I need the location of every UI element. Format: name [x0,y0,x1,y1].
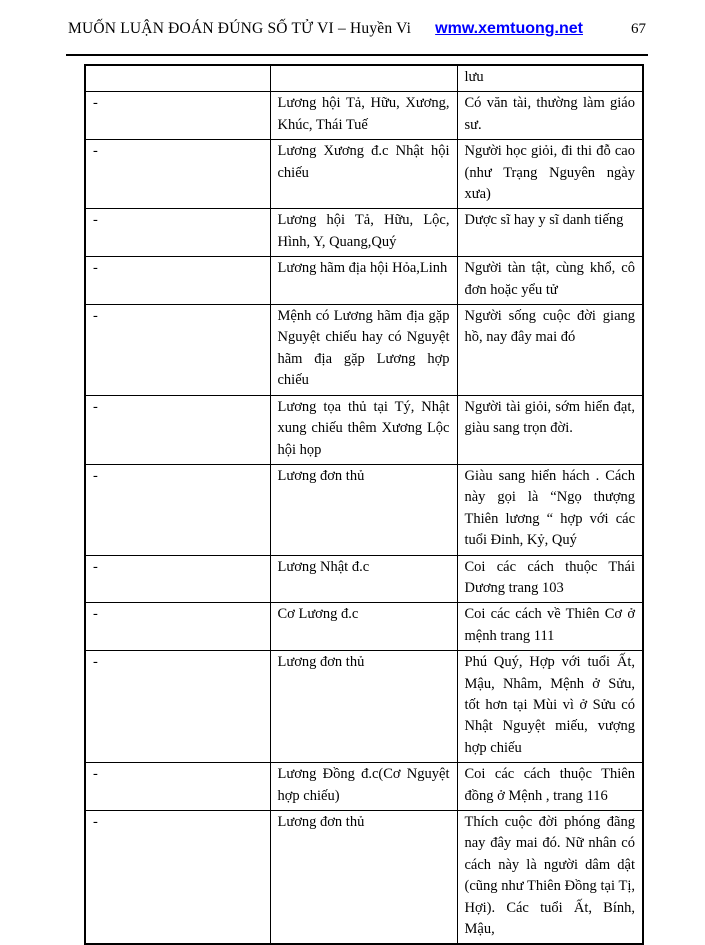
combination-cell [270,65,457,92]
combination-cell: Lương Nhật đ.c [270,555,457,603]
marker-cell: - [85,811,270,945]
meaning-cell: Coi các cách thuộc Thái Dương trang 103 [457,555,643,603]
combination-cell: Lương đơn thủ [270,464,457,555]
combination-cell: Lương đơn thủ [270,651,457,763]
table-row [85,140,643,209]
page-title: MUỐN LUẬN ĐOÁN ĐÚNG SỐ TỬ VI – Huyền Vi [68,20,412,37]
combination-cell: Lương Đồng đ.c(Cơ Nguyệt hợp chiếu) [270,763,457,811]
page-header [66,18,648,38]
marker-cell: - [85,603,270,651]
combination-cell: Lương tọa thủ tại Tý, Nhật xung chiếu thêm Xương Lộc hội họp [270,395,457,464]
table-row [85,464,643,555]
meaning-cell: lưu [457,65,643,92]
table-row [85,305,643,396]
meaning-cell: Người tài giỏi, sớm hiển đạt, giàu sang trọn đời. [457,395,643,464]
combination-cell: Lương đơn thủ [270,811,457,945]
table-row [85,811,643,945]
marker-cell: - [85,555,270,603]
combination-cell: Lương hội Tả, Hữu, Xương, Khúc, Thái Tuế [270,92,457,140]
table-row [85,257,643,305]
table-row [85,763,643,811]
marker-cell: - [85,305,270,396]
meaning-cell: Phú Quý, Hợp với tuổi Ất, Mậu, Nhâm, Mệnh ở Sửu, tốt hơn tại Mùi vì ở Sửu có Nhật Nguyệt miếu, vượng hợp chiếu [457,651,643,763]
marker-cell: - [85,257,270,305]
marker-cell: - [85,92,270,140]
marker-cell: - [85,464,270,555]
meaning-cell: Thích cuộc đời phóng đãng nay đây mai đó. Nữ nhân có cách này là người dâm dật (cũng như Thiên Đồng tại Tị, Hợi). Các tuổi Ất, Bính, Mậu, [457,811,643,945]
meaning-cell: Người học giỏi, đi thi đỗ cao (như Trạng Nguyên ngày xưa) [457,140,643,209]
meaning-cell: Giàu sang hiển hách . Cách này gọi là “Ngọ thượng Thiên lương “ hợp với các tuổi Đinh, Kỷ, Quý [457,464,643,555]
table-row [85,603,643,651]
marker-cell: - [85,763,270,811]
combination-cell: Lương hãm địa hội Hỏa,Linh [270,257,457,305]
table-body [85,65,643,944]
table-row [85,92,643,140]
combination-cell: Lương Xương đ.c Nhật hội chiếu [270,140,457,209]
marker-cell: - [85,395,270,464]
table-row [85,555,643,603]
marker-cell: - [85,140,270,209]
content-table [84,64,644,945]
meaning-cell: Có văn tài, thường làm giáo sư. [457,92,643,140]
meaning-cell: Coi các cách về Thiên Cơ ở mệnh trang 111 [457,603,643,651]
meaning-cell: Coi các cách thuộc Thiên đồng ở Mệnh , trang 116 [457,763,643,811]
header-divider [66,54,648,56]
combination-cell: Cơ Lương đ.c [270,603,457,651]
table-row [85,651,643,763]
combination-cell: Mệnh có Lương hãm địa gặp Nguyệt chiếu hay có Nguyệt hãm địa gặp Lương hợp chiếu [270,305,457,396]
meaning-cell: Dược sĩ hay y sĩ danh tiếng [457,209,643,257]
page-number: 67 [631,21,646,37]
meaning-cell: Người sống cuộc đời giang hồ, nay đây mai đó [457,305,643,396]
table-row [85,65,643,92]
combination-cell: Lương hội Tả, Hữu, Lộc, Hình, Y, Quang,Quý [270,209,457,257]
marker-cell: - [85,209,270,257]
website-link[interactable]: wmw.xemtuong.net [435,20,583,37]
meaning-cell: Người tàn tật, cùng khổ, cô đơn hoặc yểu tử [457,257,643,305]
table-row [85,395,643,464]
marker-cell: - [85,651,270,763]
marker-cell [85,65,270,92]
table-row [85,209,643,257]
